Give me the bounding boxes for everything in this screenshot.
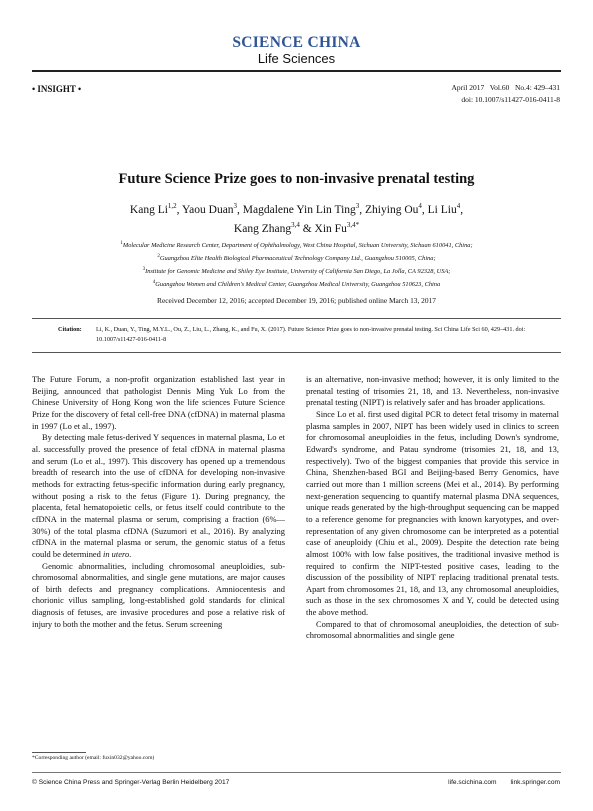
body-column-right	[306, 374, 559, 642]
journal-section: Life Sciences	[257, 51, 336, 66]
journal-website-link[interactable]: life.scichina.com	[448, 779, 497, 786]
author: Kang Zhang	[233, 222, 292, 235]
article-title: Future Science Prize goes to non-invasive prenatal testing	[118, 171, 475, 187]
citation-rule-top	[32, 318, 561, 319]
issue-info	[452, 82, 560, 106]
affiliation: $^4$Guangzhou Women and Children's Medical Center, Guangzhou Medical University, Guangzhou 510623, China	[152, 280, 441, 289]
author: Li Liu	[427, 203, 457, 216]
article-type: • INSIGHT •	[32, 84, 82, 94]
footer-rule	[32, 772, 561, 773]
author: Xin Fu	[314, 222, 347, 235]
author: Zhiying Ou	[365, 203, 419, 216]
paragraph: is an alternative, non-invasive method; however, it is only limited to the prenatal testing of trisomies 21, 18, and 13. Nevertheless, non-invasive prenatal testing (NIPT) is relatively safer and has broader applications.	[306, 374, 559, 408]
author-list: Kang Li$^{1,2}$, Yaou Duan$^3$, Magdalene Yin Lin Ting$^3$, Zhiying Ou$^4$, Li Liu$^4$, Kang Zhang$^{3,4}$ & Xin $Fu^{3,4*}$	[129, 202, 464, 235]
paragraph: The Future Forum, a non-profit organization established last year in Beijing, announced that pathologist Dennis Ming Yuk Lo from the Chinese University of Hong Kong won the life sciences Future Science Prize for the discovery of fetal cell-free DNA (cfDNA) in maternal plasma in 1997 (Lo et al., 1997).	[32, 374, 285, 431]
affiliation: $^1$Molecular Medicine Research Center, Department of Ophthalmology, West China Hospital, Sichuan University, Sichuan 610041, China;	[120, 241, 473, 250]
received-dates: Received December 12, 2016; accepted December 19, 2016; published online March 13, 2017	[157, 296, 436, 305]
author: Magdalene Yin Lin Ting	[242, 203, 356, 216]
journal-name: SCIENCE CHINA	[232, 34, 361, 51]
citation-text: Li, K., Duan, Y., Ting, M.Y.L., Ou, Z., Liu, L., Zhang, K., and Fu, X. (2017). Future Science Prize goes to non-invasive prenatal testing. Sci China Life Sci 60, 429–431. doi: 10.1007/s11427-016-0411-8	[96, 326, 526, 343]
affiliation: $^3$Institute for Genomic Medicine and Shiley Eye Institute, University of California San Diego, La Jolla, CA 92328, USA;	[142, 267, 451, 276]
paragraph: Genomic abnormalities, including chromosomal aneuploidies, sub-chromosomal abnormalities, and single gene mutations, are major causes of birth defects and pregnancy complications. Amniocentesis and chorionic villus sampling, long-established gold standards for clinical diagnosis of fetuses, are invasive procedures and pose a relative risk of injury to both the mother and the fetus. Serum screening	[32, 560, 285, 629]
author: Yaou Duan	[182, 203, 234, 216]
affiliations	[40, 238, 553, 291]
footnote-rule	[32, 752, 86, 753]
citation-rule-bottom	[32, 352, 561, 353]
journal-header	[0, 34, 593, 67]
corresponding-author-footnote: *Corresponding author (email: fuxin032@yahoo.com)	[32, 755, 155, 761]
paragraph: By detecting male fetus-derived Y sequences in maternal plasma, Lo et al. successfully proved the presence of fetal cfDNA in maternal plasma and serum (Lo et al., 1997). This discovery has opened up a tremendous breadth of research into the use of cfDNA for developing non-invasive methods for extracting fetus-specific information during early pregnancy, without posing a risk to the fetus (Figure 1). During pregnancy, the placenta, fetal hematopoietic cells, or fetus itself could contribute to the cfDNA in the maternal plasma or serum, comprising a fraction (6%—30%) of the total plasma cfDNA (Suzumori et al., 2016). By analyzing cfDNA in the maternal plasma or serum, the genomic status of a fetus could be determined in utero.	[32, 432, 285, 559]
paragraph: Since Lo et al. first used digital PCR to detect fetal trisomy in maternal plasma samples in 2007, NIPT has been widely used in clinics to screen for chromosomal aneuploidies in the fetus, including Down's syndrome, Edward's syndrome, and Patau syndrome (trisomies 21, 18, and 13, respectively). Two of the biggest companies that provide this service in China, Shenzhen-based BGI and Beijing-based Berry Genomics, have carried out more than 1 million screens (Mei et al., 2014). By performing next-generation sequencing to quantify maternal plasma DNA sequences, unique reads generated by the high-throughput sequencing can be mapped to a reference genome for pregnancies with known karyotypes, and over-representation of any given chromosome can be interpreted as a potential case of aneuploidy (Chiu et al., 2009). Despite the detection rate being almost 100% with low false positives, the traditional invasive method is required to confirm the NIPT-tested positive cases, leading to the discussion of the possibility of NIPT replacing traditional prenatal tests. Apart from chromosomes 21, 18, and 13, any chromosomal aneuploidies, such as those in the sex chromosomes X and Y, could be detected using the above method.	[306, 408, 559, 618]
citation-label: Citation:	[58, 326, 82, 333]
paragraph: Compared to that of chromosomal aneuploidies, the detection of sub-chromosomal abnormalities and single gene	[306, 618, 559, 641]
copyright: © Science China Press and Springer-Verlag Berlin Heidelberg 2017	[32, 779, 230, 786]
springer-link[interactable]: link.springer.com	[510, 779, 560, 786]
doi: doi: 10.1007/s11427-016-0411-8	[461, 95, 560, 104]
header-rule	[32, 70, 561, 72]
footer-links	[448, 779, 560, 786]
body-column-left	[32, 374, 285, 630]
affiliation: $^2$Guangzhou Elite Health Biological Pharmaceutical Technology Company Ltd., Guangzhou 510005, China;	[157, 254, 436, 263]
issue-line: April 2017 Vol.60 No.4: 429–431	[451, 83, 560, 92]
author: Kang Li	[129, 203, 168, 216]
